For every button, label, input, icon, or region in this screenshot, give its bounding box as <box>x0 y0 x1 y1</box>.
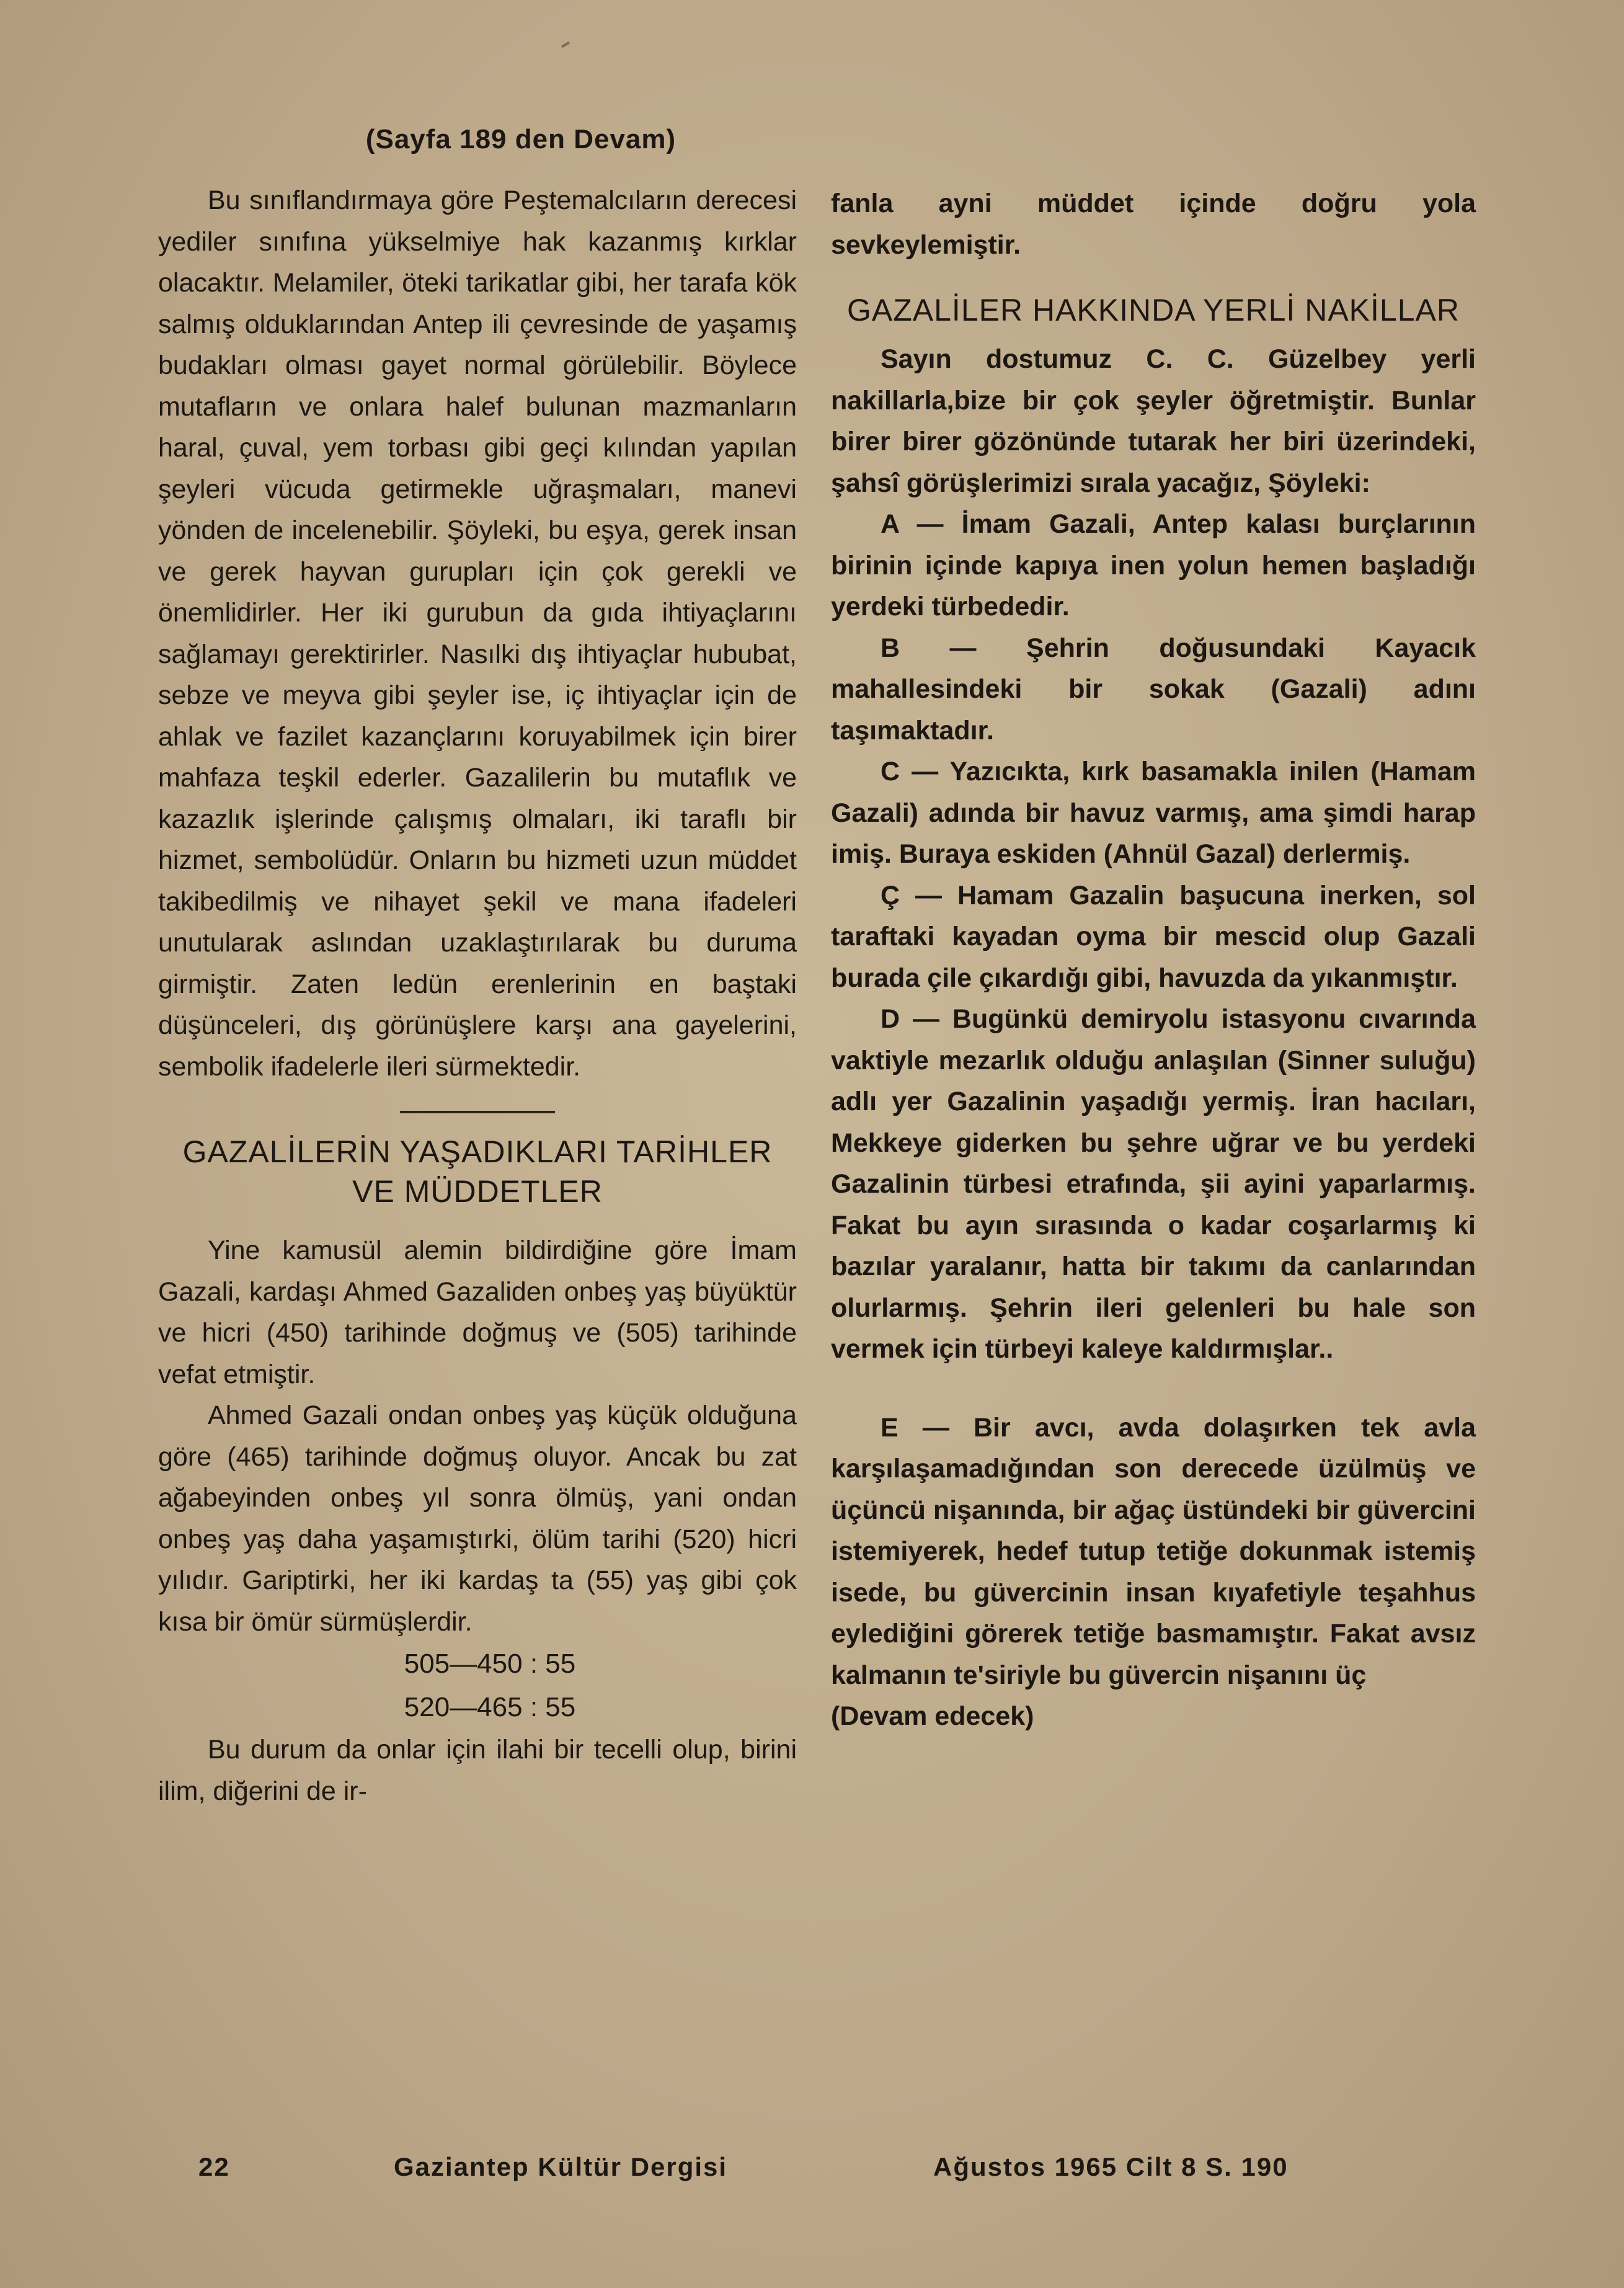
section-title-local-accounts: GAZALİLER HAKKINDA YERLİ NAKİLLAR <box>846 293 1460 327</box>
right-item-a: A — İmam Gazali, Antep kalası burçlarının birinin içinde kapıya inen yolun hemen başladığı yerdeki türbededir. <box>831 509 1476 621</box>
right-item-e: E — Bir avcı, avda dolaşırken tek avla karşılaşamadığından son derecede üzülmüş ve üçüncü nişanında, bir ağaç üstündeki bir güvercini istemiyerek, hedef tutup tetiğe dokunmak istemiş isede, bu güvercinin insan kıyafetiyle teşahhus eylediğini görerek tetiğe basmamıştır. Fakat avsız kalmanın te'siriyle bu güvercin nişanını üç <box>831 1412 1476 1690</box>
right-column <box>831 183 1476 1737</box>
right-intro-paragraph: Sayın dostumuz C. C. Güzelbey yerli nakillarla,bize bir çok şeyler öğretmiştir. Bunlar birer birer gözönünde tutarak her biri üzerindeki, şahsî görüşlerimizi sırala yacağız, Şöyleki: <box>831 344 1476 498</box>
left-section-paragraph: Ahmed Gazali ondan onbeş yaş küçük olduğuna göre (465) tarihinde doğmuş oluyor. Ancak bu zat ağabeyinden onbeş yıl sonra ölmüş, yani ondan onbeş yaş daha yaşamıştırki, ölüm tarihi (520) hicri yılıdır. Gariptirki, her iki kardaş ta (55) yaş gibi çok kısa bir ömür sürmüşlerdir. <box>158 1400 797 1637</box>
right-item-c: C — Yazıcıkta, kırk basamakla inilen (Hamam Gazali) adında bir havuz varmış, ama şimdi harap imiş. Buraya eskiden (Ahnül Gazal) derlermiş. <box>831 757 1476 869</box>
right-item-c-cedilla: Ç — Hamam Gazalin başucuna inerken, sol taraftaki kayadan oyma bir mescid olup Gazali burada çile çıkardığı gibi, havuzda da yıkanmıştır. <box>831 880 1476 993</box>
footer-magazine-name: Gaziantep Kültür Dergisi <box>394 2152 728 2181</box>
right-item-b: B — Şehrin doğusundaki Kayacık mahallesindeki bir sokak (Gazali) adını taşımaktadır. <box>831 633 1476 746</box>
scan-mark <box>561 42 570 48</box>
footer-page-number: 22 <box>198 2152 230 2181</box>
section-divider <box>400 1111 555 1113</box>
calculation-line: 520—465 : 55 <box>404 1692 576 1722</box>
left-column <box>158 180 797 1812</box>
footer-issue-info: Ağustos 1965 Cilt 8 S. 190 <box>933 2152 1289 2181</box>
calculation-line: 505—450 : 55 <box>404 1649 576 1679</box>
continuation-header: (Sayfa 189 den Devam) <box>365 124 677 154</box>
left-paragraph: Bu sınıflandırmaya göre Peştemalcıların derecesi yediler sınıfına yükselmiye hak kazanmış kırklar olacaktır. Melamiler, öteki tarikatlar gibi, her tarafa kök salmış olduklarından Antep ili çevresinde de yaşamış budakları olması gayet normal görülebilir. Böylece mutafların ve onlara halef bulunan mazmanların haral, çuval, yem torbası gibi geçi kılından yapılan şeyleri vücuda getirmekle uğraşmaları, manevi yönden de incelenebilir. Şöyleki, bu eşya, gerek insan ve gerek hayvan gurupları için çok gerekli ve önemlidirler. Her iki gurubun da gıda ihtiyaçlarını sağlamayı gerektirirler. Nasılki dış ihtiyaçlar hububat, sebze ve meyva gibi şeyler ise, iç ihtiyaçlar için de ahlak ve fazilet kazançlarını koruyabilmek için birer mahfaza teşkil ederler. Gazalilerin bu mutaflık ve kazazlık işlerinde çalışmış olmaları, iki taraflı bir hizmet, sembolüdür. Onların bu hizmeti uzun müddet takibedilmiş ve nihayet şekil ve mana ifadeleri unutularak aslından uzaklaştırılarak bu duruma girmiştir. Zaten ledün erenlerinin en baştaki düşünceleri, dış görünüşlere karşı ana gayelerini, sembolik ifadelerle ileri sürmektedir. <box>158 185 797 1082</box>
section-title-dates: GAZALİLERİN YAŞADIKLARI TARİHLER VE MÜDDETLER <box>182 1134 773 1209</box>
left-closing-paragraph: Bu durum da onlar için ilahi bir tecelli olup, birini ilim, diğerini de ir- <box>158 1735 797 1806</box>
continued-note: (Devam edecek) <box>831 1701 1034 1731</box>
paragraph-gap <box>831 1370 1476 1407</box>
left-section-paragraph: Yine kamusül alemin bildirdiğine göre İmam Gazali, kardaşı Ahmed Gazaliden onbeş yaş büyüktür ve hicri (450) tarihinde doğmuş ve (505) tarihinde vefat etmiştir. <box>158 1235 797 1389</box>
right-opening-paragraph: fanla ayni müddet içinde doğru yola sevkeylemiştir. <box>831 189 1476 260</box>
right-item-d: D — Bugünkü demiryolu istasyonu cıvarında vaktiyle mezarlık olduğu anlaşılan (Sinner suluğu) adlı yer Gazalinin yaşadığı yermiş. İran hacıları, Mekkeye giderken bu şehre uğrar ve bu yerdeki Gazalinin türbesi etrafında, şii ayini yaparlarmış. Fakat bu ayın sırasında o kadar coşarlarmış ki bazılar yaralanır, hatta bir takımı da canlarından olurlarmış. Şehrin ileri gelenleri bu hale son vermek için türbeyi kaleye kaldırmışlar.. <box>831 1004 1476 1364</box>
